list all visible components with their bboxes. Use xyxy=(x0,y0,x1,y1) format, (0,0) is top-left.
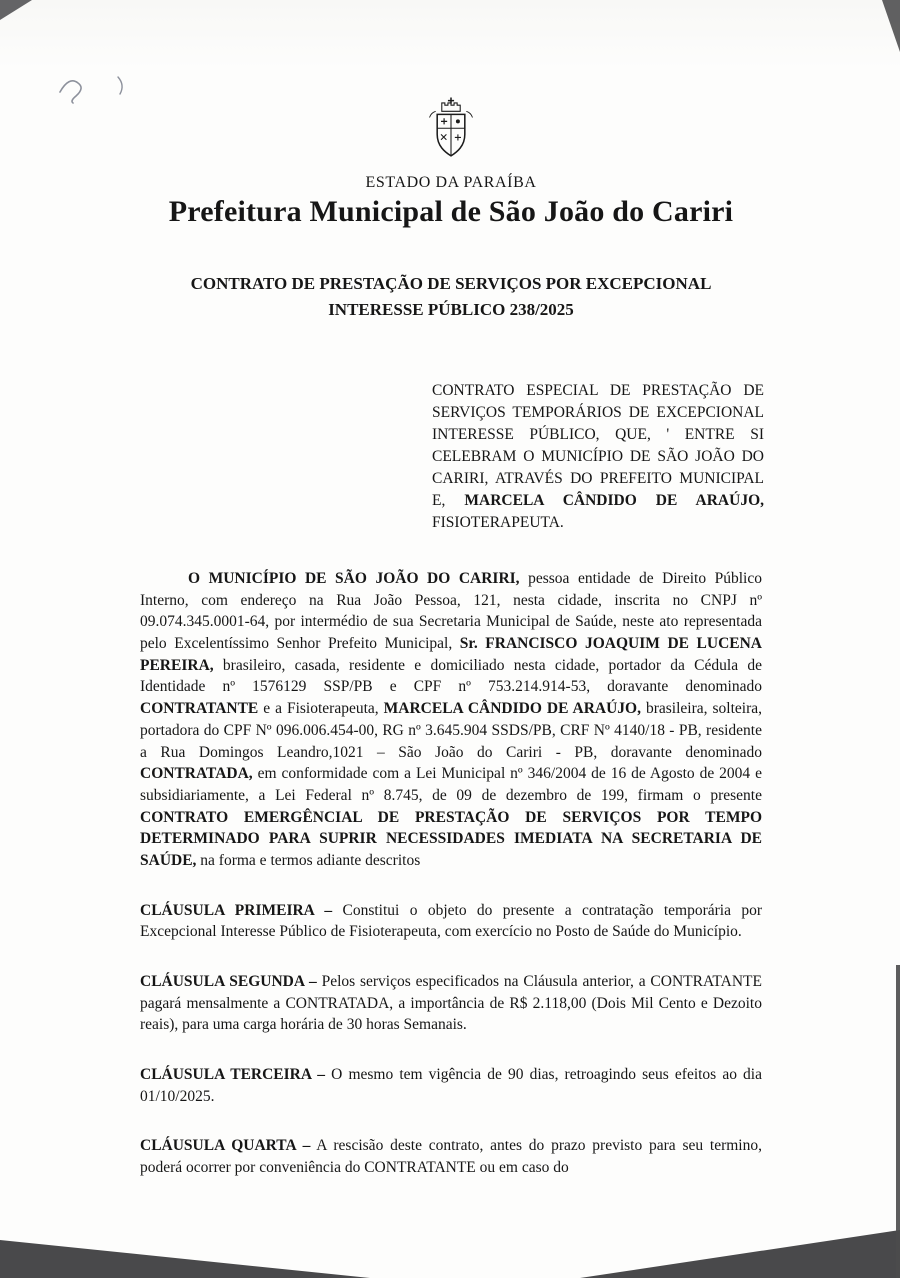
contract-title-line-1: CONTRATO DE PRESTAÇÃO DE SERVIÇOS POR EXCEPCIONAL xyxy=(190,274,712,293)
text-segment: pessoa entidade de Direito Público Interno, com endereço na Rua João Pessoa, 121, nesta cidade, inscrita no CNPJ nº 09.074.345.0001-64, por intermédio de sua Secretaria Municipal de Saúde, neste ato representada pelo Excelentíssimo Senhor Prefeito Municipal, xyxy=(140,570,762,653)
text-segment: CONTRATANTE xyxy=(140,700,259,718)
text-segment: brasileiro, casada, residente e domiciliado nesta cidade, portador da Cédula de Identidade nº 1576129 SSP/PB e CPF nº 753.214.914-53, doravante denominado xyxy=(140,656,762,696)
text-segment: A rescisão deste contrato, antes do prazo previsto para seu termino, poderá ocorrer por conveniência do CONTRATANTE ou em caso do xyxy=(140,1137,762,1177)
text-segment: Sr. FRANCISCO JOAQUIM DE LUCENA PEREIRA, xyxy=(140,635,763,674)
document-header xyxy=(140,96,762,229)
text-segment: CONTRATO EMERGÊNCIAL DE PRESTAÇÃO DE SERVIÇOS POR TEMPO DETERMINADO PARA SUPRIR NECESSIDADES IMEDIATA NA SECRETARIA DE SAÚDE, xyxy=(140,808,762,869)
text-segment: O MUNICÍPIO DE SÃO JOÃO DO CARIRI, xyxy=(188,570,520,587)
text-segment: brasileira, solteira, portadora do CPF Nº 096.006.454-00, RG nº 3.645.904 SSDS/PB, CRF Nº 4140/18 - PB, residente a Rua Domingos Leandro,1021 – São João do Cariri - PB, doravante denominado xyxy=(140,700,762,761)
text-segment: em conformidade com a Lei Municipal nº 346/2004 de 16 de Agosto de 2004 e subsidiariamente, a Lei Federal nº 8.745, de 09 de dezembro de 199, firmam o presente xyxy=(140,765,762,804)
text-segment: O mesmo tem vigência de 90 dias, retroagindo seus efeitos ao dia 01/10/2025. xyxy=(140,1066,762,1105)
text-segment: Constitui o objeto do presente a contratação temporária por Excepcional Interesse Público de Fisioterapeuta, com exercício no Posto de Saúde do Município. xyxy=(140,901,762,941)
scan-artifact-corner-bottom-right xyxy=(580,1230,900,1278)
document-content xyxy=(0,96,900,1179)
municipality-name: Prefeitura Municipal de São João do Cariri xyxy=(168,195,734,228)
text-segment: Pelos serviços especificados na Cláusula anterior, a CONTRATANTE pagará mensalmente a CONTRATADA, a importância de R$ 2.118,00 (Dois Mil Cento e Dezoito reais), para uma carga horária de 30 horas Semanais. xyxy=(140,973,762,1034)
contract-epigraph xyxy=(432,380,764,534)
text-segment: MARCELA CÂNDIDO DE ARAÚJO, xyxy=(383,700,641,718)
scan-artifact-corner-top-left xyxy=(0,0,32,20)
text-segment: e a Fisioterapeuta, xyxy=(258,700,384,718)
coat-of-arms-icon xyxy=(426,96,476,162)
text-segment: CLÁUSULA SEGUNDA – xyxy=(140,973,317,990)
text-segment: CLÁUSULA PRIMEIRA – xyxy=(140,901,333,919)
text-segment: CONTRATADA, xyxy=(140,765,253,783)
clause-primeira xyxy=(140,900,762,943)
clause-quarta xyxy=(140,1135,762,1178)
preamble-paragraph xyxy=(140,568,762,872)
text-segment: na forma e termos adiante descritos xyxy=(196,851,421,869)
state-name: ESTADO DA PARAÍBA xyxy=(365,174,537,191)
text-segment: CLÁUSULA QUARTA – xyxy=(140,1137,311,1155)
clause-terceira xyxy=(140,1064,762,1107)
text-segment: CLÁUSULA TERCEIRA – xyxy=(140,1066,326,1084)
contract-title-line-2: INTERESSE PÚBLICO 238/2025 xyxy=(328,299,574,319)
text-segment: MARCELA CÂNDIDO DE ARAÚJO, xyxy=(464,492,764,509)
scan-artifact-corner-top-right xyxy=(882,0,900,52)
text-segment: FISIOTERAPEUTA. xyxy=(432,514,564,531)
text-segment: CONTRATO ESPECIAL DE PRESTAÇÃO DE SERVIÇOS TEMPORÁRIOS DE EXCEPCIONAL INTERESSE PÚBLICO, QUE, ' ENTRE SI CELEBRAM O MUNICÍPIO DE SÃO JOÃO DO CARIRI, ATRAVÉS DO PREFEITO MUNICIPAL E, xyxy=(432,382,764,509)
scan-artifact-corner-bottom-left xyxy=(0,1240,370,1278)
contract-title xyxy=(140,271,762,322)
clause-segunda xyxy=(140,971,762,1036)
